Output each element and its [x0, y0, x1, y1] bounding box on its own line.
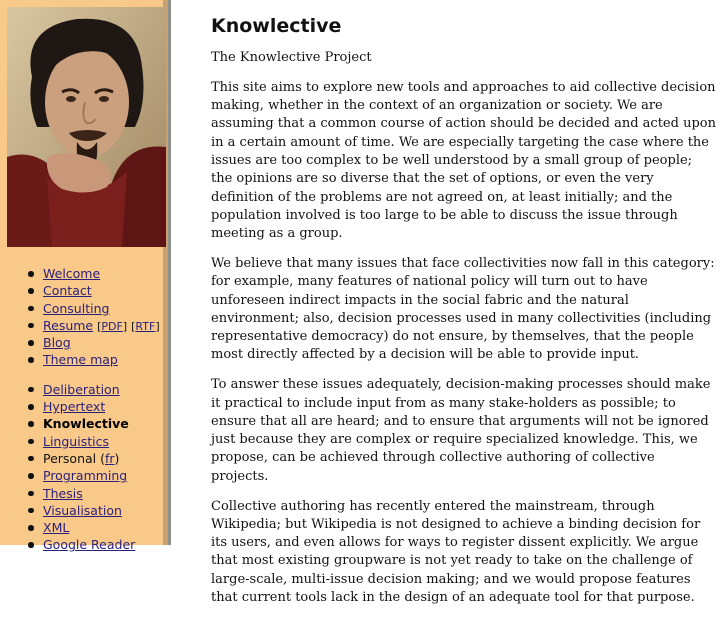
nav-link-resume[interactable]: Resume [43, 317, 94, 333]
nav-current-knowlective: Knowlective [43, 416, 129, 432]
nav-item-deliberation [0, 381, 168, 398]
nav-link-google-reader[interactable]: Google Reader [43, 537, 136, 553]
nav-item-welcome [0, 265, 168, 282]
sidebar-nav [0, 265, 168, 554]
nav-link-deliberation[interactable]: Deliberation [43, 381, 120, 397]
nav-item-resume [0, 317, 168, 334]
nav-list-primary [0, 265, 168, 369]
nav-item-personal: Personal (fr) [0, 450, 168, 467]
nav-link-xml[interactable]: XML [43, 520, 70, 536]
author-photo [7, 7, 166, 247]
resume-rtf-bracket: [RTF] [131, 319, 160, 333]
sidebar [0, 0, 171, 553]
nav-link-thesis[interactable]: Thesis [43, 485, 83, 501]
nav-link-visualisation[interactable]: Visualisation [43, 502, 122, 518]
paragraph-issues: We believe that many issues that face collectivities now fall in this category: for example, many features of national policy will turn out to have unforeseen indirect impacts in the social fabric and the natural environment; also, decision processes used in many collectivities (including representative democracy) do not ensure, by themselves, that the people most directly affected by a decision will be able to provide input. [211, 255, 715, 363]
nav-item-programming [0, 467, 168, 484]
main-content [211, 14, 716, 619]
portrait-image [7, 7, 166, 247]
paragraph-intro: This site aims to explore new tools and approaches to aid collective decision making, whether in the context of an organization or society. We are assuming that a common course of action should be decided and acted upon in a certain amount of time. We are especially targeting the case where the issues are too complex to be well understood by a small group of people; the opinions are so diverse that the set of options, or even the very definition of the problems are not agreed on, at least initially; and the population involved is too large to be able to discuss the issue through meeting as a group. [211, 79, 716, 242]
page-title: Knowlective [211, 15, 342, 37]
nav-list-secondary [0, 381, 168, 554]
nav-link-linguistics[interactable]: Linguistics [43, 433, 109, 449]
nav-item-consulting [0, 300, 168, 317]
nav-link-blog[interactable]: Blog [43, 335, 71, 351]
nav-item-hypertext [0, 398, 168, 415]
nav-item-knowlective [0, 415, 168, 432]
nav-item-visualisation [0, 502, 168, 519]
nav-link-hypertext[interactable]: Hypertext [43, 399, 106, 415]
nav-link-programming[interactable]: Programming [43, 468, 128, 484]
nav-item-contact [0, 282, 168, 299]
page-subtitle: The Knowlective Project [211, 50, 372, 65]
nav-link-theme-map[interactable]: Theme map [43, 352, 118, 368]
resume-pdf-bracket: [PDF] [97, 319, 128, 333]
paragraph-collective-authoring: Collective authoring has recently entered the mainstream, through Wikipedia; but Wikipedia is not designed to achieve a binding decision for its users, and even allows for ways to register dissent explicitly. We argue that most existing groupware is not yet ready to take on the challenge of large-scale, multi-issue decision making; and we would propose features that current tools lack in the design of an adequate tool for that purpose. [211, 498, 701, 606]
nav-link-consulting[interactable]: Consulting [43, 300, 110, 316]
nav-personal-label: Personal [43, 450, 97, 466]
nav-item-blog [0, 334, 168, 351]
nav-link-contact[interactable]: Contact [43, 283, 92, 299]
nav-item-theme-map [0, 351, 168, 368]
nav-link-welcome[interactable]: Welcome [43, 266, 101, 281]
nav-item-linguistics [0, 433, 168, 450]
nav-item-xml [0, 519, 168, 536]
nav-item-thesis [0, 485, 168, 502]
nav-item-google-reader [0, 536, 168, 553]
nav-spacer [0, 369, 168, 381]
resume-rtf-link[interactable]: RTF [135, 319, 156, 333]
nav-link-personal-fr[interactable]: fr [105, 450, 115, 466]
resume-pdf-link[interactable]: PDF [101, 319, 123, 333]
paragraph-answer: To answer these issues adequately, decision-making processes should make it practical to include input from as many stake-holders as possible; to ensure that all are heard; and to ensure that arguments will not be ignored just because they are complex or require specialized knowledge. This, we propose, can be achieved through collective authoring of collective projects. [211, 377, 711, 484]
